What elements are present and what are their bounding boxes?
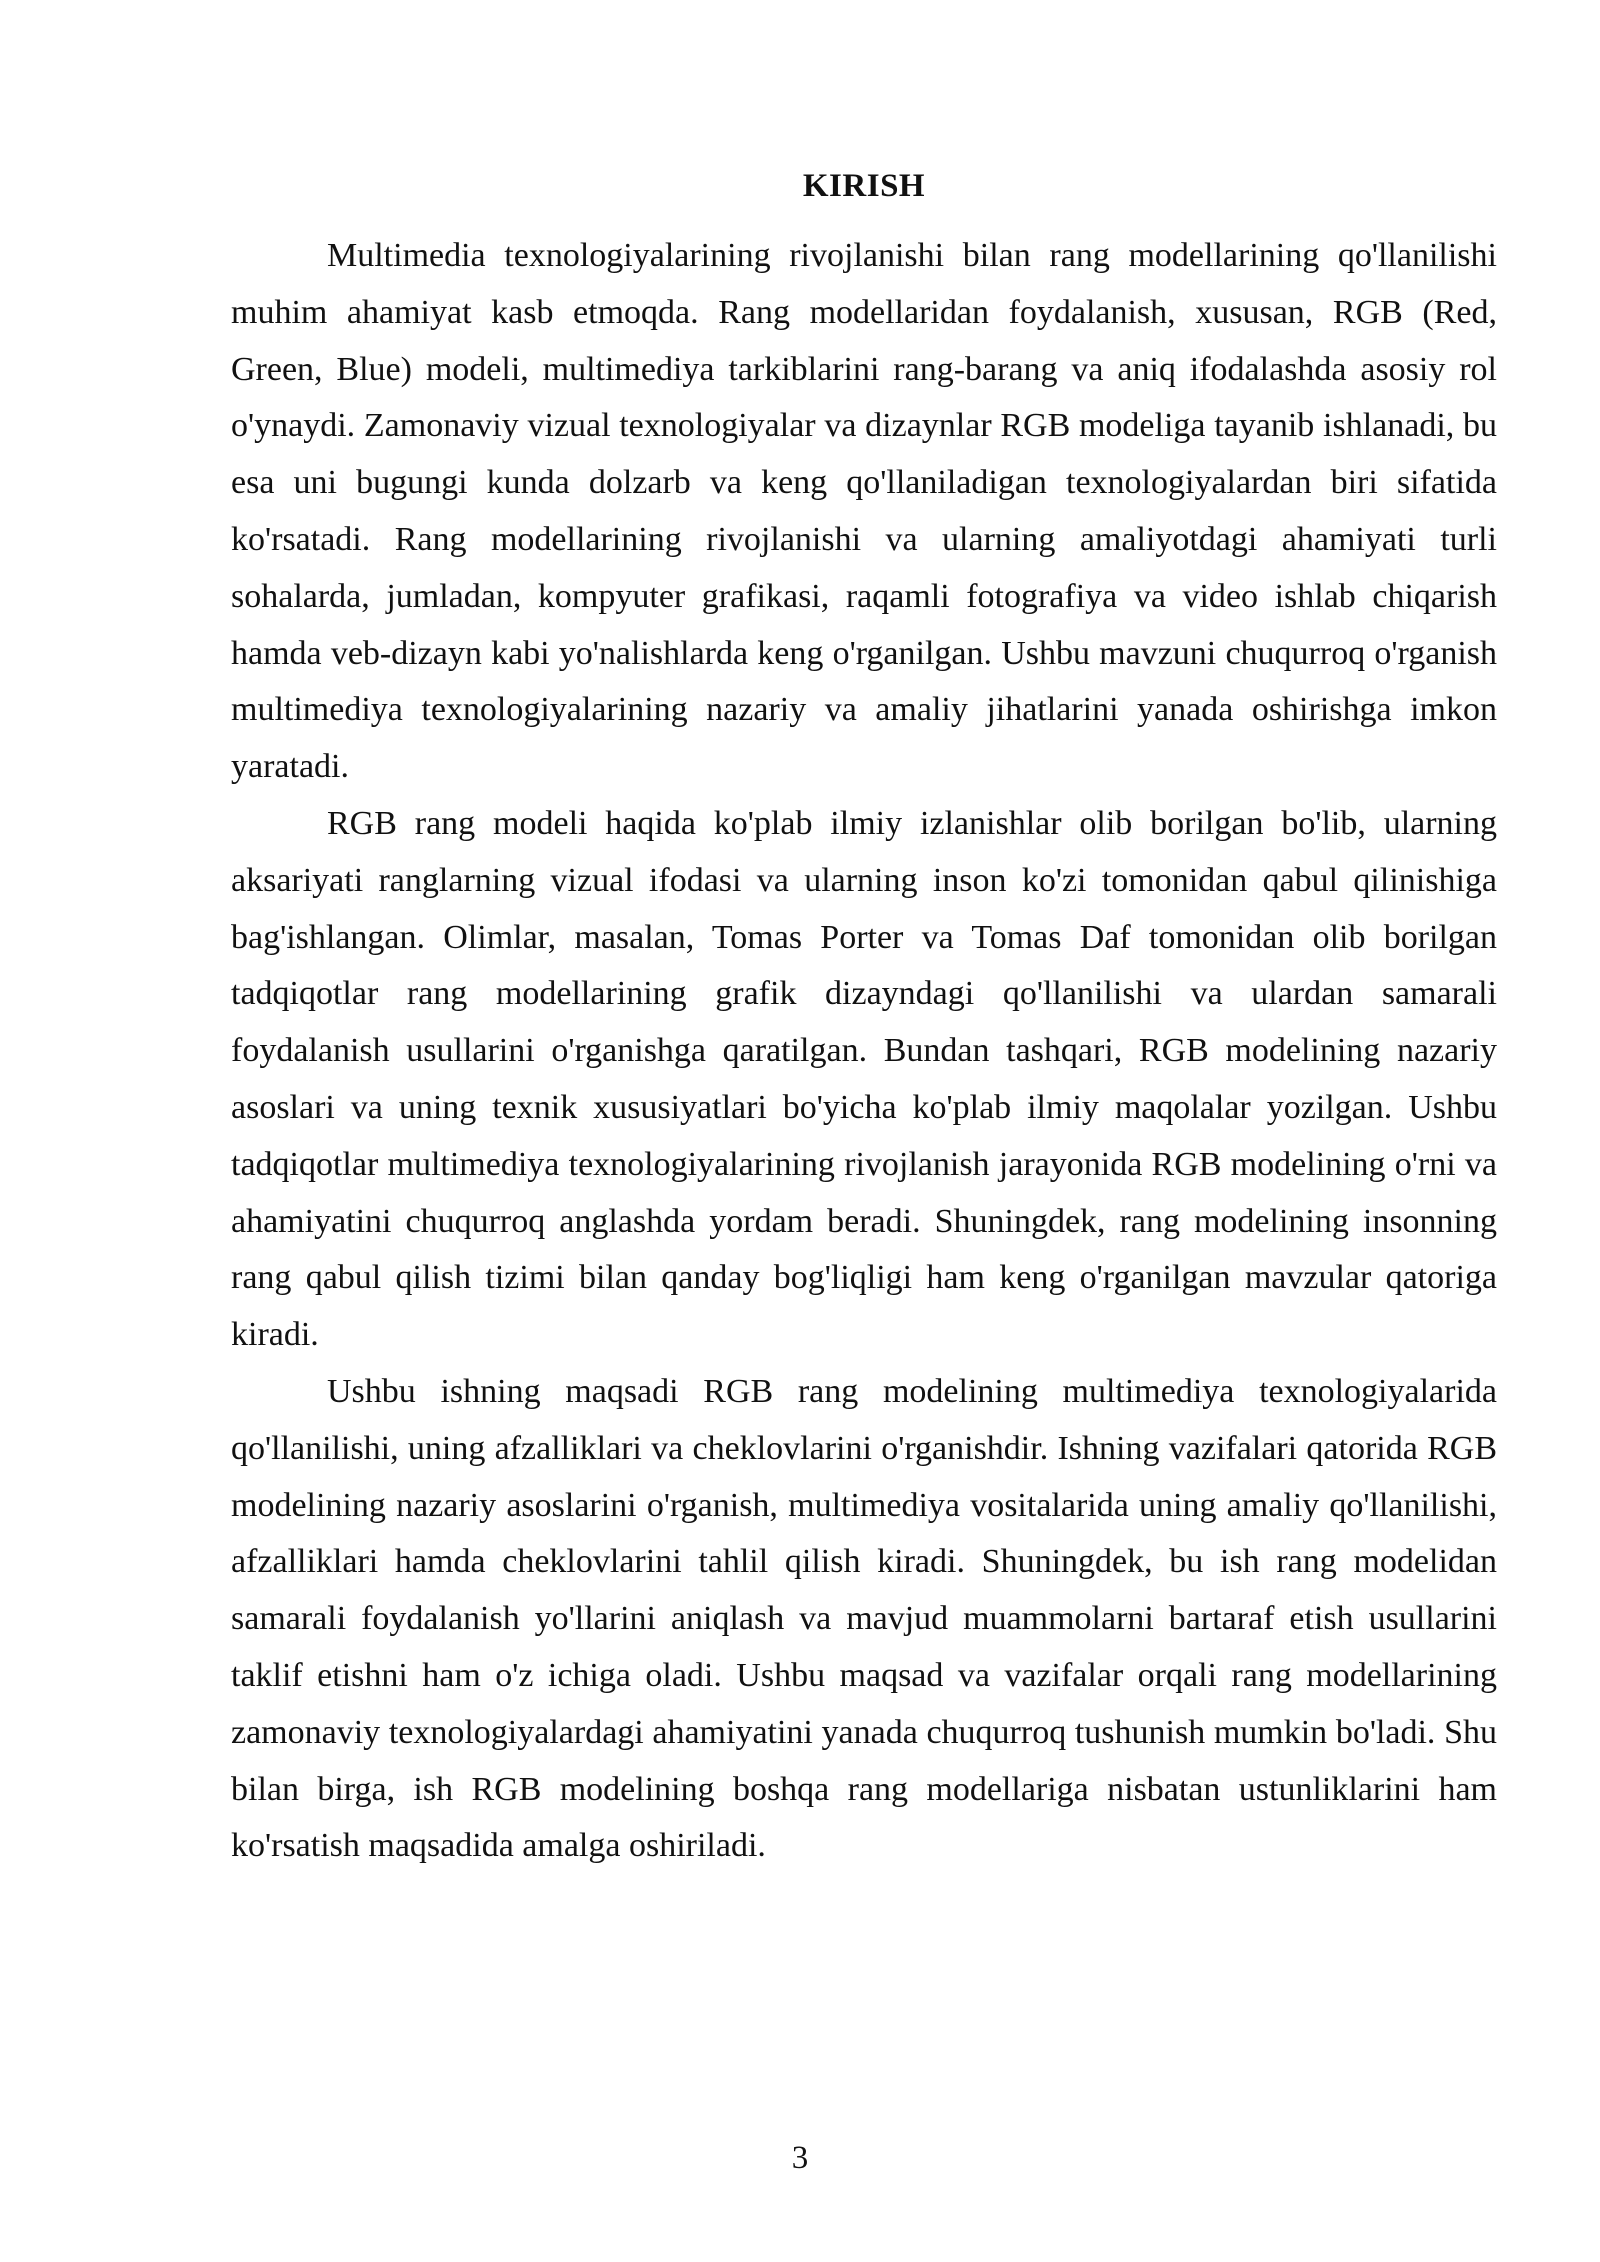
page-content (231, 158, 1497, 1875)
section-heading: KIRISH (802, 168, 926, 204)
paragraph-introduction: Multimedia texnologiyalarining rivojlanishi bilan rang modellarining qo'llanilishi muhim ahamiyat kasb etmoqda. Rang modellaridan foydalanish, xususan, RGB (Red, Green, Blue) modeli, multimediya tarkiblarini rang-barang va aniq ifodalashda asosiy rol o'ynaydi. Zamonaviy vizual texnologiyalar va dizaynlar RGB modeliga tayanib ishlanadi, bu esa uni bugungi kunda dolzarb va keng qo'llaniladigan texnologiyalardan biri sifatida ko'rsatadi. Rang modellarining rivojlanishi va ularning amaliyotdagi ahamiyati turli sohalarda, jumladan, kompyuter grafikasi, raqamli fotografiya va video ishlab chiqarish hamda veb-dizayn kabi yo'nalishlarda keng o'rganilgan. Ushbu mavzuni chuqurroq o'rganish multimediya texnologiyalarining nazariy va amaliy jihatlarini yanada oshirishga imkon yaratadi. (231, 237, 1497, 786)
paragraph-aims-objectives: Ushbu ishning maqsadi RGB rang modelining multimediya texnologiyalarida qo'llanilishi, uning afzalliklari va cheklovlarini o'rganishdir. Ishning vazifalari qatorida RGB modelining nazariy asoslarini o'rganish, multimediya vositalarida uning amaliy qo'llanilishi, afzalliklari hamda cheklovlarini tahlil qilish kiradi. Shuningdek, bu ish rang modelidan samarali foydalanish yo'llarini aniqlash va mavjud muammolarni bartaraf etish usullarini taklif etishni ham o'z ichiga oladi. Ushbu maqsad va vazifalar orqali rang modellarining zamonaviy texnologiyalardagi ahamiyatini yanada chuqurroq tushunish mumkin bo'ladi. Shu bilan birga, ish RGB modelining boshqa rang modellariga nisbatan ustunliklarini ham ko'rsatish maqsadida amalga oshiriladi. (231, 1372, 1497, 1865)
paragraph-literature-review: RGB rang modeli haqida ko'plab ilmiy izlanishlar olib borilgan bo'lib, ularning aksariyati ranglarning vizual ifodasi va ularning inson ko'zi tomonidan qabul qilinishiga bag'ishlangan. Olimlar, masalan, Tomas Porter va Tomas Daf tomonidan olib borilgan tadqiqotlar rang modellarining grafik dizayndagi qo'llanilishi va ulardan samarali foydalanish usullarini o'rganishga qaratilgan. Bundan tashqari, RGB modelining nazariy asoslari va uning texnik xususiyatlari bo'yicha ko'plab ilmiy maqolalar yozilgan. Ushbu tadqiqotlar multimediya texnologiyalarining rivojlanish jarayonida RGB modelining o'rni va ahamiyatini chuqurroq anglashda yordam beradi. Shuningdek, rang modelining insonning rang qabul qilish tizimi bilan qanday bog'liqligi ham keng o'rganilgan mavzular qatoriga kiradi. (231, 804, 1497, 1354)
page-number: 3 (791, 2140, 809, 2176)
